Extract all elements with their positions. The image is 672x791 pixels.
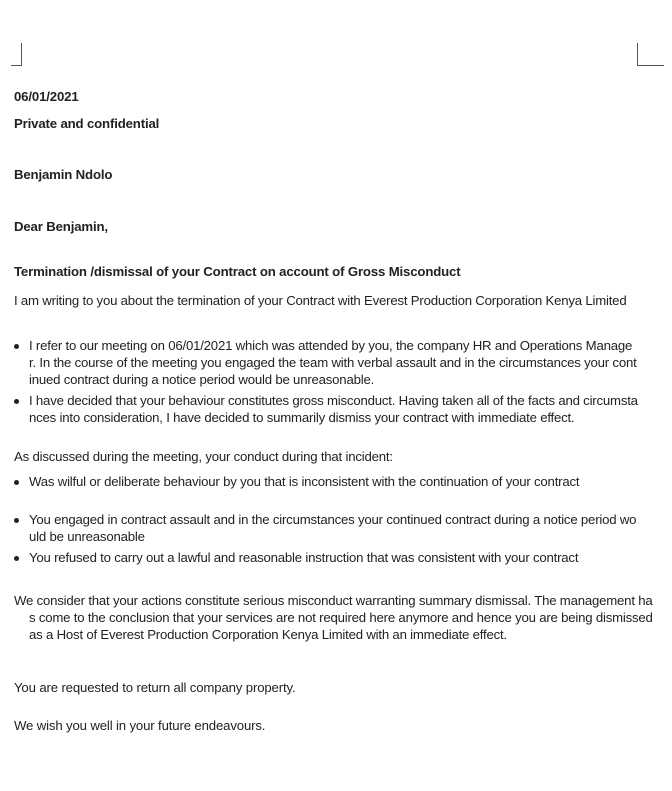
bullet-icon	[14, 399, 19, 404]
bullet-icon	[14, 480, 19, 485]
wish-paragraph: We wish you well in your future endeavours.	[14, 718, 266, 733]
intro-paragraph: I am writing to you about the termination of your Contract with Everest Production Corporation Kenya Limited	[14, 293, 627, 308]
salutation: Dear Benjamin,	[14, 219, 108, 234]
bullet-icon	[14, 556, 19, 561]
list-item-text: Was wilful or deliberate behaviour by you that is inconsistent with the continuation of your contract	[29, 474, 580, 489]
bullet-icon	[14, 518, 19, 523]
list-item-text: I refer to our meeting on 06/01/2021 which was attended by you, the company HR and Operations Manager. In the course of the meeting you engaged the team with verbal assault and in the circumstances your continued contract during a notice period would be unreasonable.	[29, 338, 637, 387]
discussed-paragraph: As discussed during the meeting, your conduct during that incident:	[14, 449, 393, 464]
confidential-label: Private and confidential	[14, 116, 160, 131]
list-item-text: You engaged in contract assault and in the circumstances your continued contract during a notice period would be unreasonable	[29, 512, 637, 544]
page-corner-mark-right	[637, 43, 664, 66]
consider-paragraph: We consider that your actions constitute serious misconduct warranting summary dismissal. The management has come to the conclusion that your services are not required here anymore and hence you are being dismissed as a Host of Everest Production Corporation Kenya Limited with an immediate effect.	[14, 593, 653, 642]
bullet-icon	[14, 344, 19, 349]
recipient-name: Benjamin Ndolo	[14, 167, 113, 182]
list-item-text: I have decided that your behaviour constitutes gross misconduct. Having taken all of the facts and circumstances into consideration, I have decided to summarily dismiss your contract with immediate effect.	[29, 393, 638, 425]
page-corner-mark-left	[11, 43, 22, 66]
letter-subject: Termination /dismissal of your Contract on account of Gross Misconduct	[14, 264, 461, 279]
property-paragraph: You are requested to return all company property.	[14, 680, 296, 695]
list-item-text: You refused to carry out a lawful and reasonable instruction that was consistent with your contract	[29, 550, 579, 565]
letter-date: 06/01/2021	[14, 89, 79, 104]
